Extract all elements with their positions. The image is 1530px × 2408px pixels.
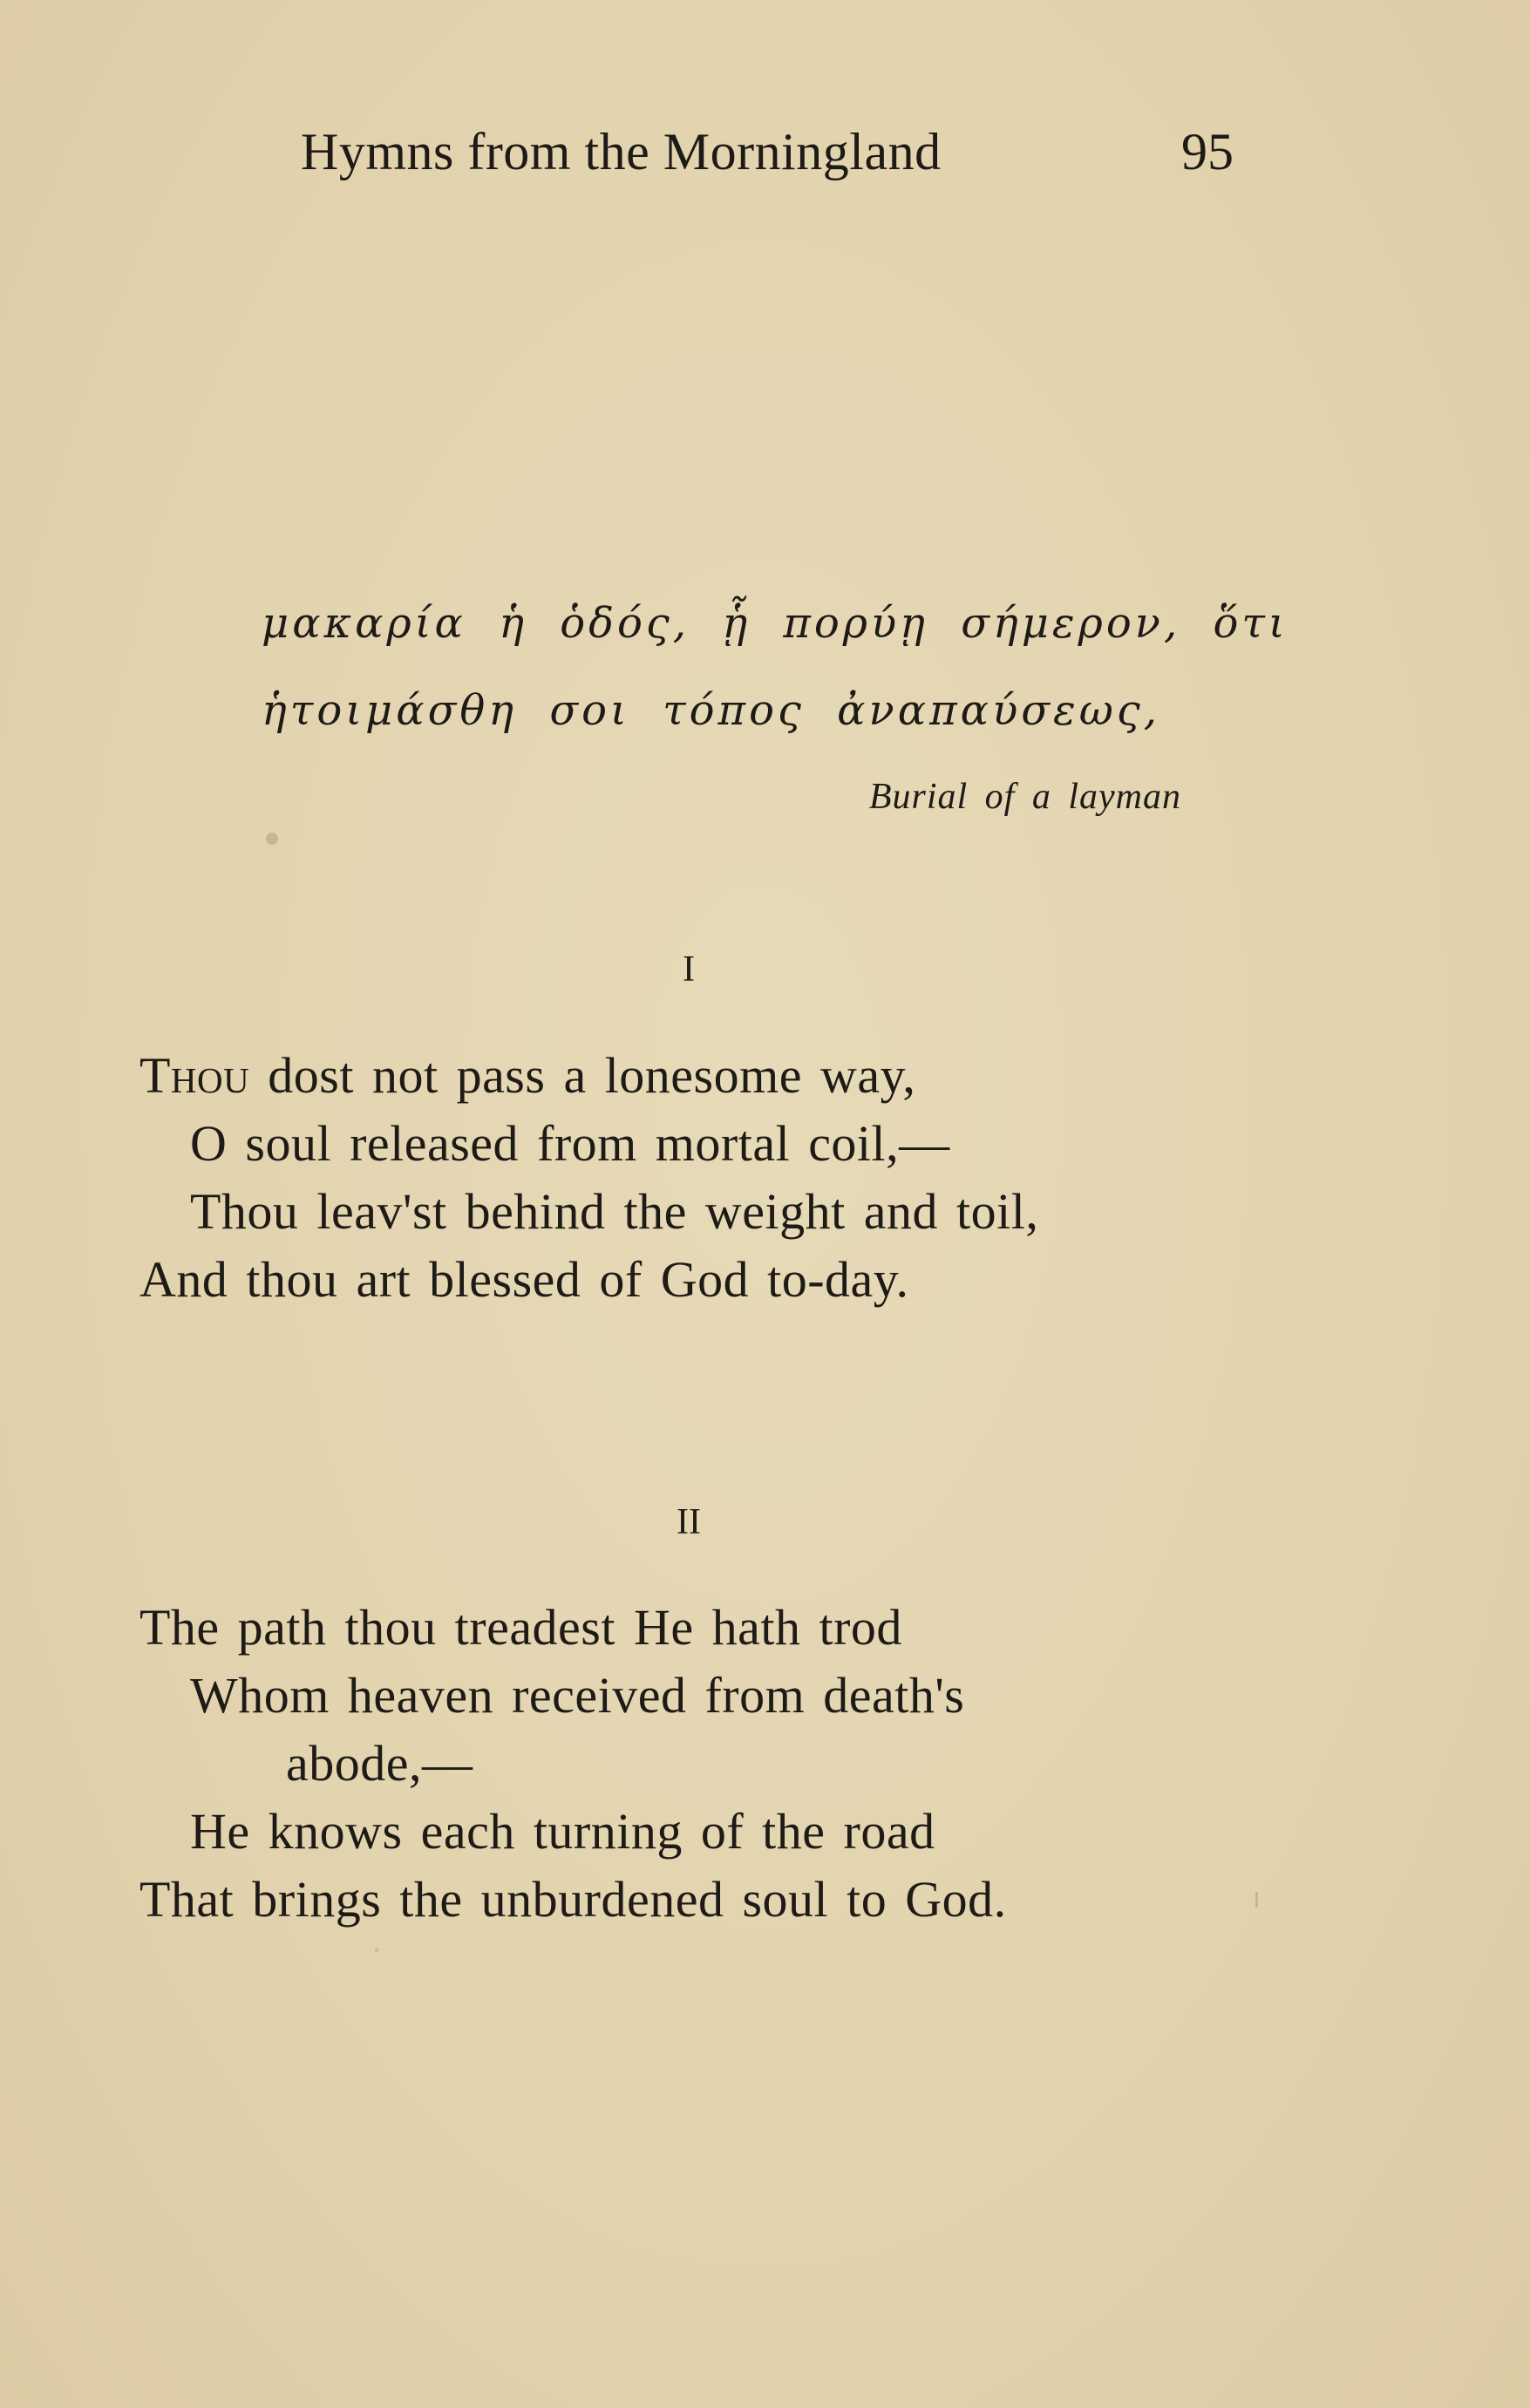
verse-line: Thou leav'st behind the weight and toil, [190,1183,1039,1240]
stanza-ii [139,1594,1007,1934]
opening-word: Thou [139,1047,250,1104]
epigraph-attribution: Burial of a layman [868,777,1181,817]
epigraph-line: ἡτοιμάσθη σοι τόπος ἀναπαύσεως, [262,686,1161,735]
verse-line: O soul released from mortal coil,— [190,1115,950,1172]
running-title: Hymns from the Morningland [301,123,942,180]
stanza-i [139,1042,1038,1314]
opening-line-text: dost not pass a lonesome way, [249,1047,916,1104]
epigraph-line: μακαρία ἡ ὁδός, ᾗ πορύῃ σήμερον, ὅτι [262,599,1289,648]
verse-line: abode,— [286,1735,473,1792]
verse-line: Whom heaven received from death's [190,1667,965,1724]
section-numeral-i: I [683,949,695,990]
running-head [301,122,1234,192]
paper-speck [375,1949,378,1952]
verse-line [139,1042,1038,1110]
page-number: 95 [1181,123,1234,180]
section-numeral-ii: II [677,1502,701,1542]
verse-line: He knows each turning of the road [190,1803,935,1860]
greek-epigraph [262,580,1289,754]
paper-speck [266,833,278,845]
paper-speck [1255,1892,1258,1908]
verse-line: And thou art blessed of God to-day. [139,1251,909,1308]
verse-line: That brings the unburdened soul to God. [139,1871,1007,1928]
verse-line: The path thou treadest He hath trod [139,1599,902,1656]
